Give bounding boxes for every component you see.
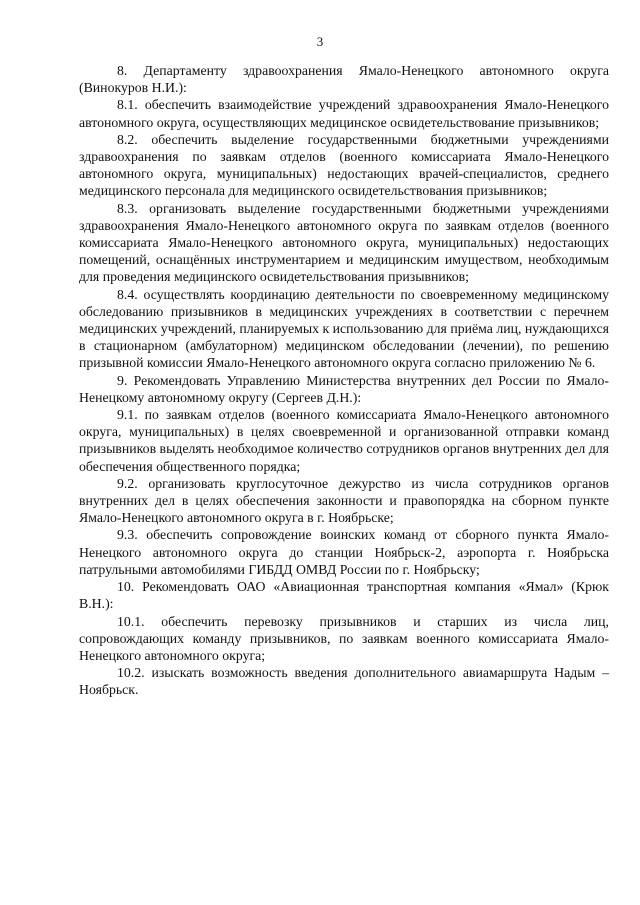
paragraph-8-2: 8.2. обеспечить выделение государственными бюджетными учреждениями здравоохранения по заявкам отделов (военного комиссариата Ямало-Ненецкого автономного округа, муниципальных) недостающих врачей-специалистов, среднего медицинского персонала для медицинского освидетельствования призывников; — [79, 131, 609, 199]
page-number: 3 — [316, 34, 324, 49]
paragraph-9-2: 9.2. организовать круглосуточное дежурство из числа сотрудников органов внутренних дел в целях обеспечения законности и правопорядка на сборном пункте Ямало-Ненецкого автономного округа в г. Ноябрьске; — [79, 475, 609, 526]
paragraph-8-4: 8.4. осуществлять координацию деятельности по своевременному медицинскому обследованию призывников в медицинских учреждениях в соответствии с перечнем медицинских учреждений, планируемых к использованию для приёма лиц, нуждающихся в стационарном (амбулаторном) медицинском обследовании (лечении), по решению призывной комиссии Ямало-Ненецкого автономного округа согласно приложению № 6. — [79, 286, 609, 371]
paragraph-9-3: 9.3. обеспечить сопровождение воинских команд от сборного пункта Ямало-Ненецкого автономного округа до станции Ноябрьск-2, аэропорта г. Ноябрьска патрульными автомобилями ГИБДД ОМВД России по г. Ноябрьску; — [79, 527, 609, 577]
paragraph-9-1: 9.1. по заявкам отделов (военного комиссариата Ямало-Ненецкого автономного округа, муниципальных) в целях своевременной и организованной отправки команд призывников выделять необходимое количество сотрудников органов внутренних дел для обеспечения общественного порядка; — [79, 407, 609, 474]
document-body — [79, 62, 609, 699]
paragraph-10-1: 10.1. обеспечить перевозку призывников и старших из числа лиц, сопровождающих команду призывников, по заявкам военного комиссариата Ямало-Ненецкого автономного округа; — [79, 613, 609, 663]
paragraph-8-3: 8.3. организовать выделение государственными бюджетными учреждениями здравоохранения Ямало-Ненецкого автономного округа по заявкам отделов (военного комиссариата Ямало-Ненецкого автономного округа, муниципальных) недостающих помещений, оснащённых инструментарием и медицинским имуществом, необходимым для проведения медицинского освидетельствования призывников; — [79, 200, 609, 285]
paragraph-8: 8. Департаменту здравоохранения Ямало-Ненецкого автономного округа (Винокуров Н.И.): — [79, 63, 609, 96]
paragraph-8-1: 8.1. обеспечить взаимодействие учреждений здравоохранения Ямало-Ненецкого автономного округа, осуществляющих медицинское освидетельствование призывников; — [79, 97, 609, 130]
paragraph-9: 9. Рекомендовать Управлению Министерства внутренних дел России по Ямало-Ненецкому автономному округу (Сергеев Д.Н.): — [79, 372, 609, 405]
paragraph-10-2: 10.2. изыскать возможность введения дополнительного авиамаршрута Надым – Ноябрьск. — [79, 665, 609, 698]
paragraph-10: 10. Рекомендовать ОАО «Авиационная транспортная компания «Ямал» (Крюк В.Н.): — [79, 579, 609, 612]
